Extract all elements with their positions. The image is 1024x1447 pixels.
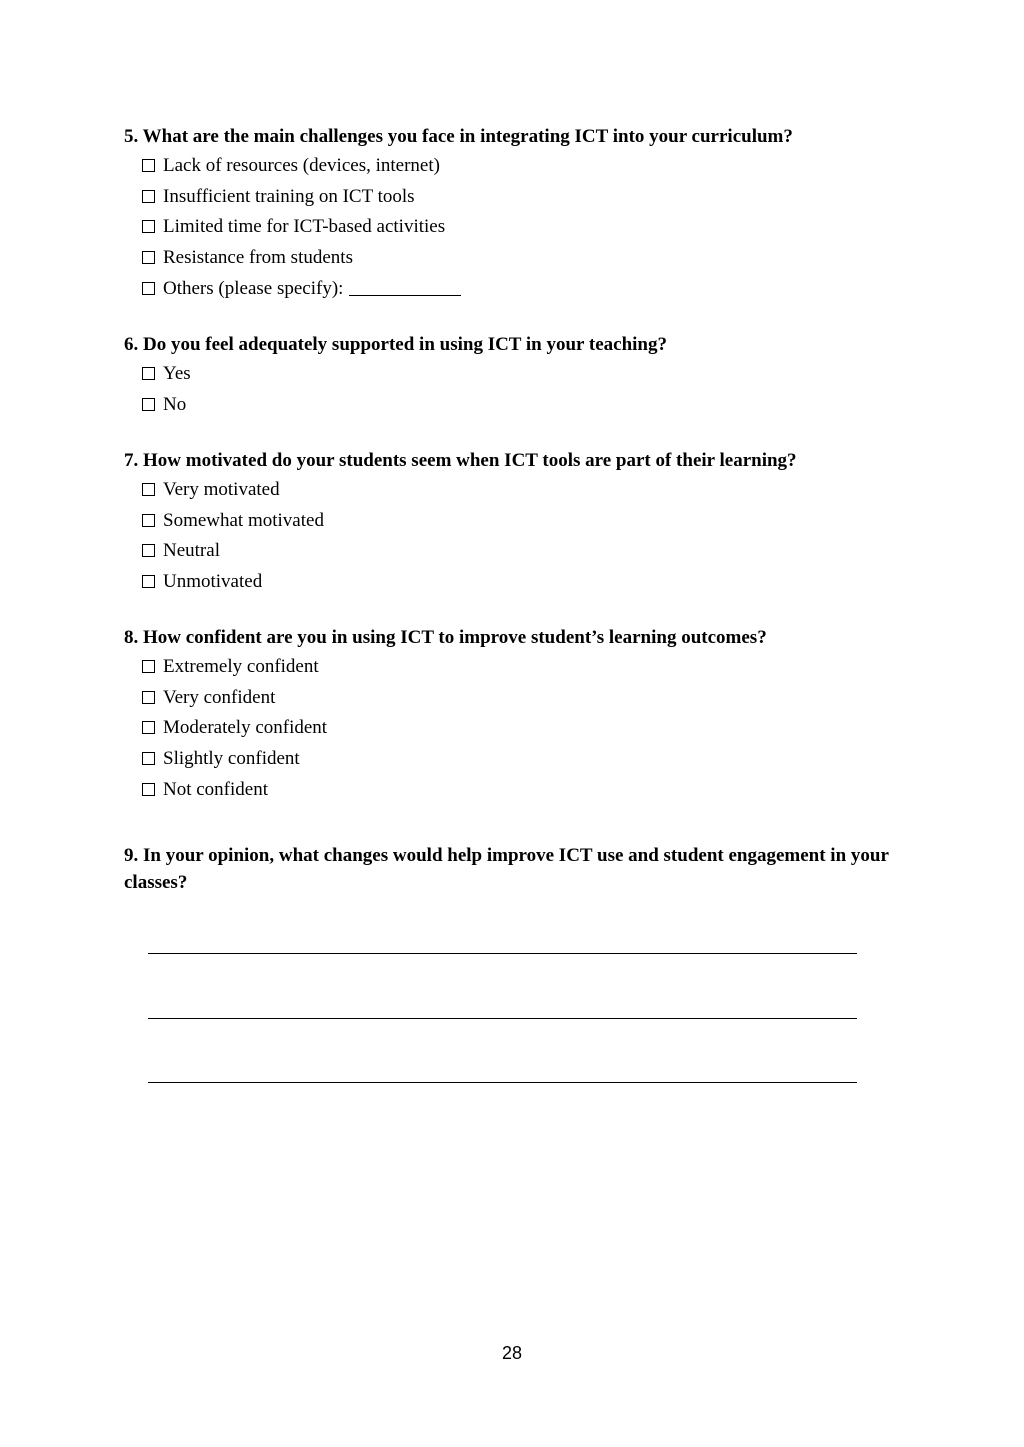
option-item[interactable] [142,475,904,506]
checkbox[interactable] [142,783,155,796]
question-5 [124,123,904,304]
option-label: Yes [163,363,191,384]
checkbox[interactable] [142,691,155,704]
question-9 [124,842,914,896]
option-item[interactable] [142,567,904,598]
option-item[interactable] [142,652,904,683]
option-item[interactable] [142,212,904,243]
option-label: Unmotivated [163,571,263,593]
option-item[interactable] [142,359,904,390]
specify-blank[interactable] [349,277,461,296]
option-label: Limited time for ICT-based activities [163,216,446,238]
option-label: Somewhat motivated [163,509,324,531]
checkbox[interactable] [142,514,155,527]
checkbox[interactable] [142,220,155,233]
question-title: 9. In your opinion, what changes would help improve ICT use and student engagement in your classes? [124,845,889,893]
option-label: Insufficient training on ICT tools [163,185,415,207]
page-number: 28 [501,1343,523,1363]
option-item[interactable] [142,182,904,213]
option-item[interactable] [142,151,904,182]
checkbox[interactable] [142,367,155,380]
option-item[interactable] [142,713,904,744]
option-list [142,652,904,805]
option-label: Not confident [163,778,269,800]
answer-line[interactable] [148,1018,857,1019]
checkbox[interactable] [142,251,155,264]
checkbox[interactable] [142,752,155,765]
option-label: Neutral [163,540,220,562]
option-label: Resistance from students [163,247,353,269]
checkbox[interactable] [142,282,155,295]
question-title: 5. What are the main challenges you face in integrating ICT into your curriculum? [124,126,793,147]
checkbox[interactable] [142,159,155,172]
option-list [142,151,904,304]
option-item[interactable] [142,390,904,421]
option-label: Moderately confident [163,717,328,739]
option-label: No [163,393,187,415]
checkbox[interactable] [142,190,155,203]
option-item[interactable] [142,243,904,274]
option-item[interactable] [142,274,904,305]
checkbox[interactable] [142,483,155,496]
option-label: Lack of resources (devices, internet) [163,155,440,176]
option-item[interactable] [142,775,904,806]
question-7 [124,447,904,598]
question-title: 8. How confident are you in using ICT to improve student’s learning outcomes? [124,627,767,648]
option-label: Slightly confident [163,748,300,770]
question-title: 6. Do you feel adequately supported in using ICT in your teaching? [124,334,667,355]
answer-line[interactable] [148,1082,857,1083]
option-label: Very confident [163,686,276,708]
checkbox[interactable] [142,721,155,734]
option-item[interactable] [142,506,904,537]
checkbox[interactable] [142,575,155,588]
question-6 [124,331,904,420]
option-item[interactable] [142,683,904,714]
question-8 [124,624,904,805]
option-label: Very motivated [163,479,280,500]
option-list [142,359,904,420]
option-item[interactable] [142,536,904,567]
checkbox[interactable] [142,660,155,673]
checkbox[interactable] [142,544,155,557]
option-label: Others (please specify): [163,277,344,299]
option-list [142,475,904,598]
option-label: Extremely confident [163,656,319,677]
checkbox[interactable] [142,398,155,411]
question-title: 7. How motivated do your students seem when ICT tools are part of their learning? [124,450,797,471]
option-item[interactable] [142,744,904,775]
answer-line[interactable] [148,953,857,954]
